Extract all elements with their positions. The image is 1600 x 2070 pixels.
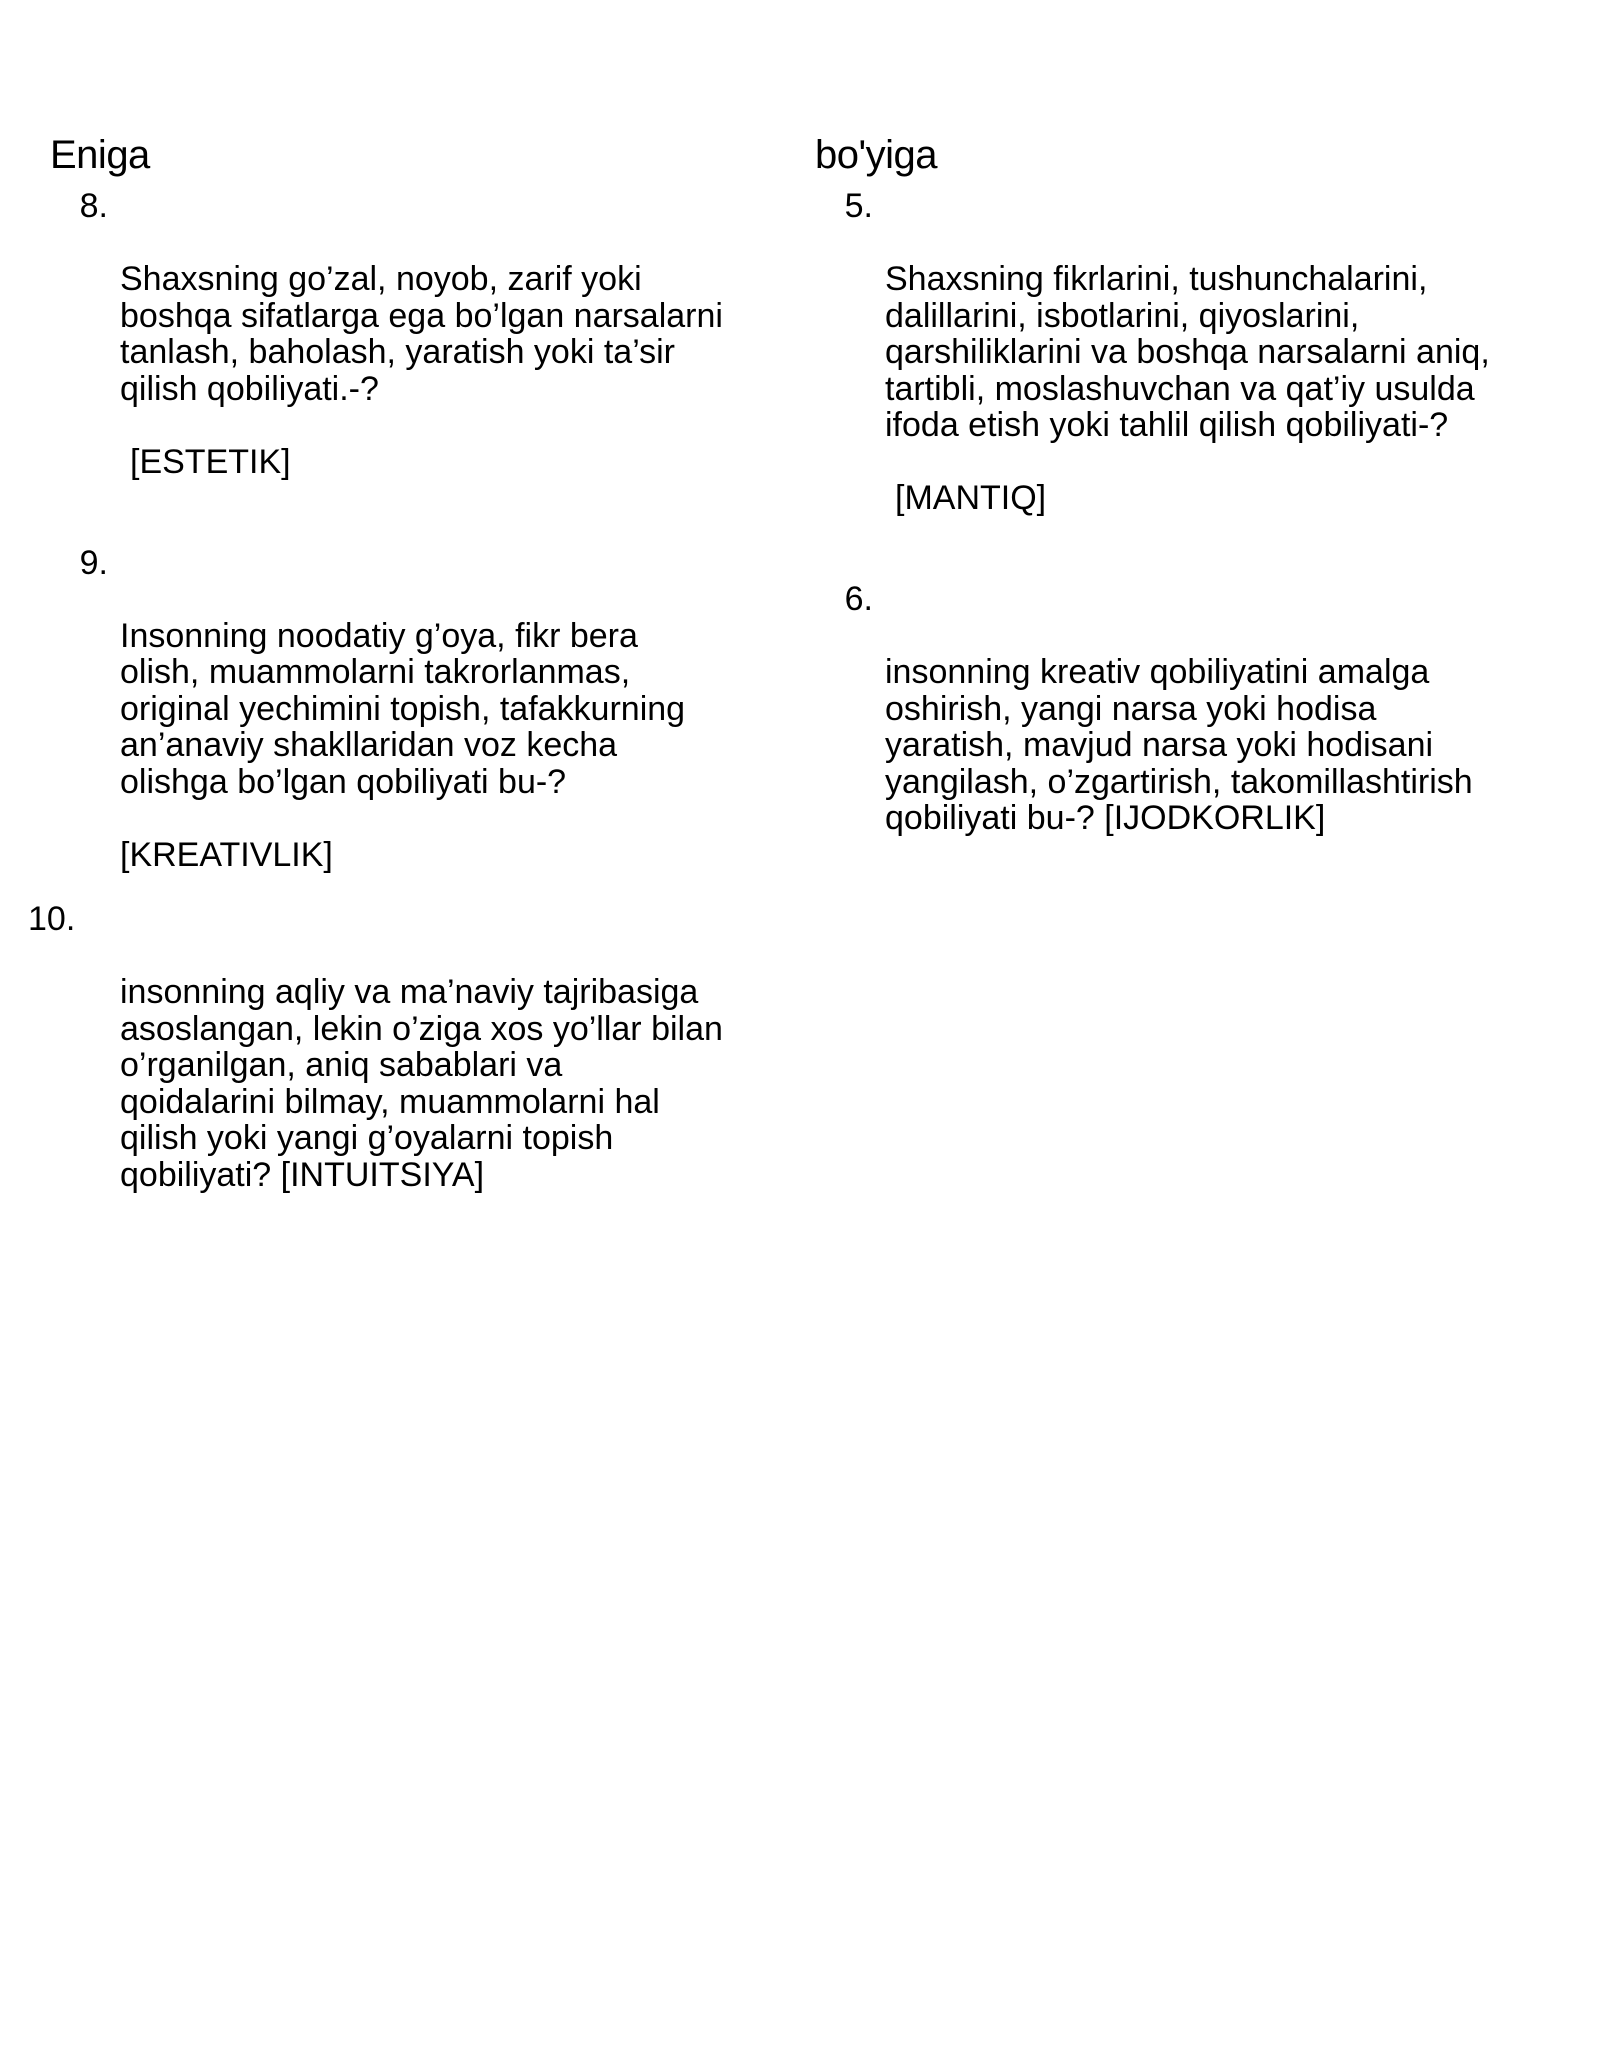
- question-text: insonning aqliy va ma’naviy tajribasiga asoslangan, lekin o’ziga xos yo’llar bilan o’rganilgan, aniq sabablari va qoidalarini bilmay, muammolarni hal qilish yoki yangi g’oyalarni topish qobiliyati?: [120, 973, 723, 1194]
- question-item-10: [28, 900, 790, 1194]
- left-question-list: [28, 187, 790, 1194]
- question-number: 8.: [79, 187, 108, 225]
- question-answer: [ESTETIK]: [130, 442, 291, 481]
- question-text: Shaxsning go’zal, noyob, zarif yoki boshqa sifatlarga ega bo’lgan narsalarni tanlash, baholash, yaratish yoki ta’sir qilish qobiliyati.-?: [120, 260, 723, 408]
- question-number: 6.: [844, 580, 873, 618]
- question-text-with-answer: [120, 973, 723, 1194]
- question-text: Shaxsning fikrlarini, tushunchalarini, dalillarini, isbotlarini, qiyoslarini, qarshiliklarini va boshqa narsalarni aniq, tartibli, moslashuvchan va qat’iy usulda ifoda etish yoki tahlil qilish qobiliyati-?: [885, 260, 1490, 444]
- question-text: Insonning noodatiy g’oya, fikr bera olish, muammolarni takrorlanmas, original yechimini topish, tafakkurning an’anaviy shakllaridan voz kecha olishga bo’lgan qobiliyati bu-?: [120, 616, 686, 801]
- left-column: [28, 132, 790, 1221]
- question-item-5: [815, 188, 1535, 553]
- question-text-with-answer: [885, 653, 1473, 837]
- question-answer: [IJODKORLIK]: [1104, 799, 1326, 837]
- right-column: [815, 132, 1535, 865]
- question-number: 5.: [844, 187, 873, 225]
- question-answer: [MANTIQ]: [895, 479, 1047, 517]
- right-column-heading: bo'yiga: [815, 133, 938, 177]
- left-column-heading: Eniga: [50, 133, 150, 177]
- question-item-9: [50, 545, 790, 874]
- right-question-list: [815, 188, 1535, 837]
- question-answer: [KREATIVLIK]: [120, 835, 333, 874]
- question-number: 9.: [79, 543, 108, 582]
- question-number: 10.: [28, 900, 76, 938]
- question-answer: [INTUITSIYA]: [280, 1155, 485, 1194]
- question-item-8: [50, 188, 790, 517]
- question-text: insonning kreativ qobiliyatini amalga oshirish, yangi narsa yoki hodisa yaratish, mavjud narsa yoki hodisani yangilash, o’zgartirish, takomillashtirish qobiliyati bu-?: [885, 653, 1473, 837]
- question-item-6: [815, 581, 1535, 837]
